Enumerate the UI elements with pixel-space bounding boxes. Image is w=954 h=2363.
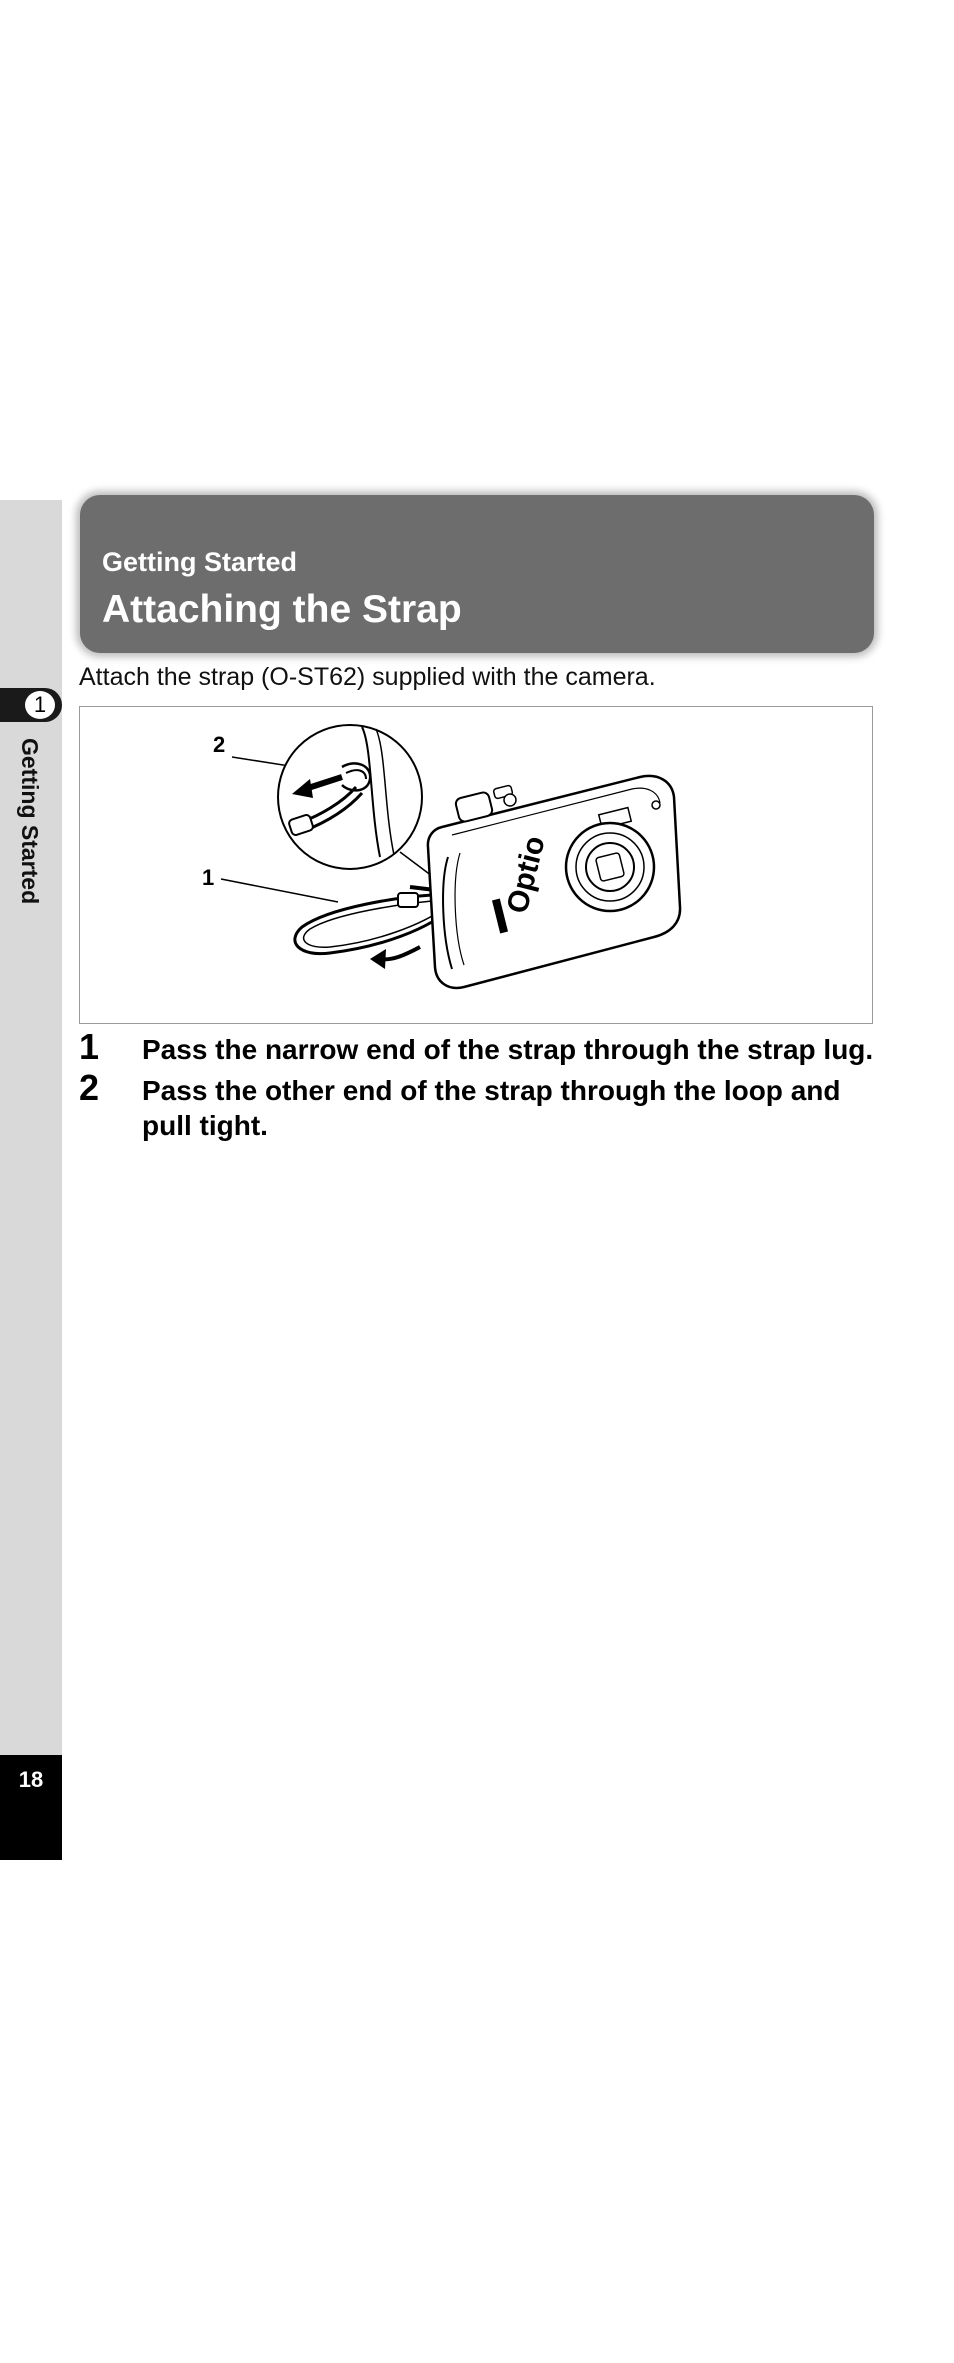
- camera-body: [428, 776, 680, 988]
- step-number: 2: [79, 1067, 100, 1108]
- chapter-number: 1: [25, 691, 55, 719]
- step-text: Pass the narrow end of the strap through the strap lug.: [142, 1034, 874, 1065]
- zoom-detail: [278, 725, 440, 882]
- page-number: 18: [18, 1767, 44, 1792]
- step-text: Pass the other end of the strap through the loop and pull tight.: [142, 1075, 841, 1141]
- callout-1-leader: [221, 879, 338, 902]
- intro-paragraph: Attach the strap (O-ST62) supplied with the camera.: [79, 663, 656, 691]
- strap-illustration: [79, 706, 873, 1024]
- strap-illustration-svg: [80, 707, 872, 1023]
- chapter-badge: [0, 688, 62, 722]
- page-title: Attaching the Strap: [102, 588, 462, 631]
- step-number: 1: [79, 1026, 100, 1067]
- callout-1-label: 1: [202, 865, 215, 890]
- camera-brand-text: Optio: [500, 832, 552, 917]
- strap-loop: [295, 881, 452, 969]
- page-number-block: [0, 1755, 62, 1860]
- section-subtitle: Getting Started: [102, 547, 298, 577]
- chapter-title-vertical: Getting Started: [17, 738, 43, 905]
- section-header: [80, 495, 874, 653]
- callout-2-label: 2: [213, 732, 226, 757]
